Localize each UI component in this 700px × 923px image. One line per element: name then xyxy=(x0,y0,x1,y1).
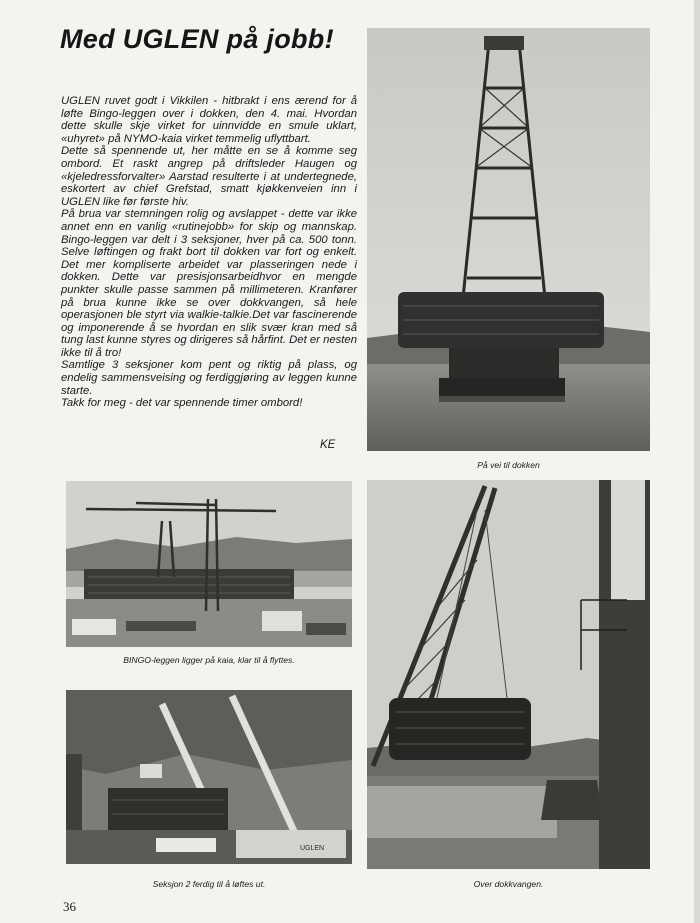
photo-caption: BINGO-leggen ligger på kaia, klar til å flyttes. xyxy=(123,655,295,665)
boat-nameplate: UGLEN xyxy=(300,845,325,852)
page-number: 36 xyxy=(63,899,76,914)
photo-section-ready-to-lift xyxy=(66,690,352,864)
photo-bingo-leg-on-quay xyxy=(66,481,352,647)
article-paragraph: UGLEN ruvet godt i Vikkilen - hitbrakt i ens ærend for å løfte Bingo-leggen over i dokken, den 4. mai. Hvordan dette skulle skje virket for uinnvidde en smule uklart, «uhyret» på NYMO-kaia virket temmelig uflyttbart. xyxy=(61,95,357,145)
author-signature: KE xyxy=(320,439,336,451)
photo-crane-carrying-section xyxy=(367,28,650,451)
photo-over-dock-wall xyxy=(367,480,650,869)
article-paragraph: Samtlige 3 seksjoner kom pent og riktig på plass, og endelig sammensveising og ferdiggjøring av leggen kunne starte. xyxy=(61,359,357,397)
article-paragraph: Takk for meg - det var spennende timer ombord! xyxy=(61,397,303,410)
photo-caption: Over dokkvangen. xyxy=(473,879,544,889)
article-body xyxy=(61,95,357,410)
page-title: Med UGLEN på jobb! xyxy=(60,24,334,54)
photo-caption: Seksjon 2 ferdig til å løftes ut. xyxy=(152,879,266,889)
article-paragraph: Dette så spennende ut, her måtte en se å komme seg ombord. Et raskt angrep på driftsleder Haugen og «kjeledressforvalter» Aarstad resulterte i at undertegnede, eskortert av chief Grefstad, smatt kjøkkenveien inn i UGLEN like før første hiv. xyxy=(61,145,357,208)
photo-caption: På vei til dokken xyxy=(477,460,540,470)
page-edge xyxy=(694,0,700,923)
article-paragraph: På brua var stemningen rolig og avslappet - dette var ikke annet enn en vanlig «rutinejobb» for skip og mannskap. Bingo-leggen var delt i 3 seksjoner, hver på ca. 500 tonn. Selve løftingen og frakt bort til dokken var fort og enkelt. Det mer kompliserte arbeidet var plasseringen nede i dokken. Dette var presisjonsarbeidhvor en mengde punkter skulle passe sammen på millimeteren. Kranfører på brua kunne ikke se over dokkvangen, så hele operasjonen ble styrt via walkie-talkie.Det var fascinerende og imponerende å se hvordan en slik svær kran med så tung last kunne styres og dirigeres så hårfint. Det er nesten ikke til å tro! xyxy=(61,208,357,359)
